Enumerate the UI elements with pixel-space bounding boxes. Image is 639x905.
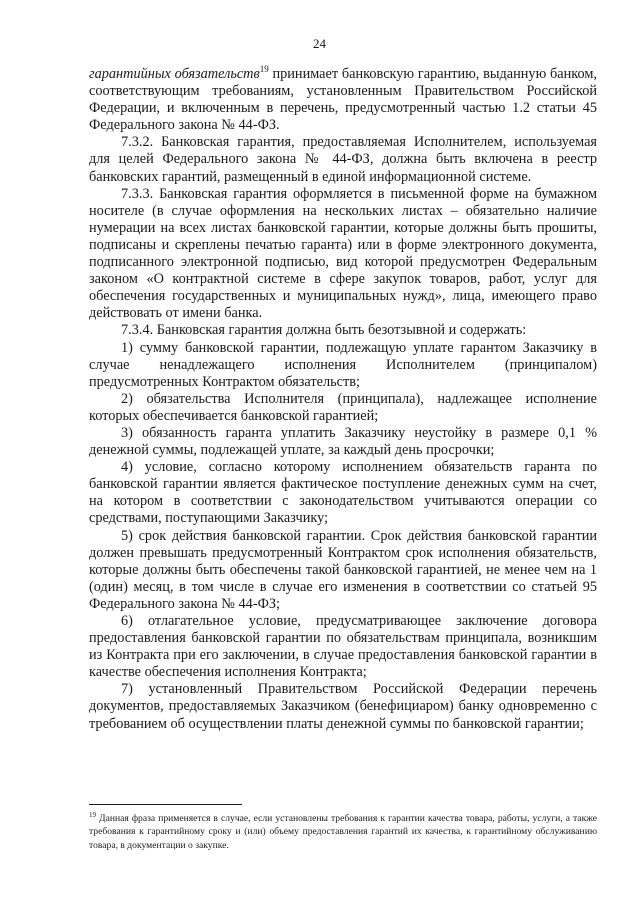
paragraph-7-3-2: 7.3.2. Банковская гарантия, предоставляемая Исполнителем, используемая для целей Федерального закона № 44-ФЗ, должна быть включена в реестр банковских гарантий, размещенный в единой информационной системе. — [89, 134, 597, 185]
list-item-3: 3) обязанность гаранта уплатить Заказчику неустойку в размере 0,1 % денежной суммы, подлежащей уплате, за каждый день просрочки; — [89, 424, 597, 459]
list-item-5: 5) срок действия банковской гарантии. Срок действия банковской гарантии должен превышать предусмотренный Контрактом срок исполнения обязательств, которые должны быть обеспечены такой банковской гарантией, не менее чем на 1 (один) месяц, в том числе в случае его изменения в соответствии со статьей 95 Федерального закона № 44-ФЗ; — [89, 527, 597, 612]
footnote — [89, 812, 597, 852]
footnote-marker: 19 — [89, 810, 96, 819]
list-item-2: 2) обязательства Исполнителя (принципала), надлежащее исполнение которых обеспечивается банковской гарантией; — [89, 390, 597, 424]
footnote-divider — [89, 804, 242, 805]
footnote-reference: 19 — [259, 64, 269, 75]
list-item-4: 4) условие, согласно которому исполнением обязательств гаранта по банковской гарантии является фактическое поступление денежных сумм на счет, на котором в соответствии с законодательством учитываются операции со средствами, поступающими Заказчику; — [89, 459, 597, 527]
paragraph-7-3-4: 7.3.4. Банковская гарантия должна быть безотзывной и содержать: — [121, 322, 527, 339]
list-item-7: 7) установленный Правительством Российской Федерации перечень документов, предоставляемых Заказчиком (бенефициаром) банку одновременно с требованием об осуществлении платы денежной суммы по банковской гарантии; — [89, 681, 597, 732]
document-body — [89, 66, 597, 733]
italic-lead: гарантийных обязательств — [89, 66, 260, 82]
paragraph-guarantee-acceptance — [89, 66, 597, 134]
page-number: 24 — [313, 36, 326, 51]
footnote-text: Данная фраза применяется в случае, если установлены требования к гарантии качества товара, работы, услуги, а также требования к гарантийному сроку и (или) объему предоставления гарантий их качества, к гарантийному обслуживанию товара, в документации о закупке. — [89, 813, 597, 851]
paragraph-7-3-3: 7.3.3. Банковская гарантия оформляется в письменной форме на бумажном носителе (в случае оформления на нескольких листах – обязательно наличие нумерации на всех листах банковской гарантии, которые должны быть прошиты, подписаны и скреплены печатью гаранта) или в форме электронного документа, подписанного электронной подписью, вид которой предусмотрен Федеральным законом «О контрактной системе в сфере закупок товаров, работ, услуг для обеспечения государственных и муниципальных нужд», лица, имеющего право действовать от имени банка. — [89, 185, 597, 322]
list-item-1: 1) сумму банковской гарантии, подлежащую уплате гарантом Заказчику в случае ненадлежащего исполнения Исполнителем (принципалом) предусмотренных Контрактом обязательств; — [89, 339, 597, 390]
list-item-6: 6) отлагательное условие, предусматривающее заключение договора предоставления банковской гарантии по обязательствам принципала, возникшим из Контракта при его заключении, в случае предоставления банковской гарантии в качестве обеспечения исполнения Контракта; — [89, 613, 597, 681]
paragraph-text: принимает банковскую гарантию, выданную банком, соответствующим требованиям, установленным Правительством Российской Федерации, и включенным в перечень, предусмотренный частью 1.2 статьи 45 Федерального закона № 44-ФЗ. — [89, 66, 597, 134]
